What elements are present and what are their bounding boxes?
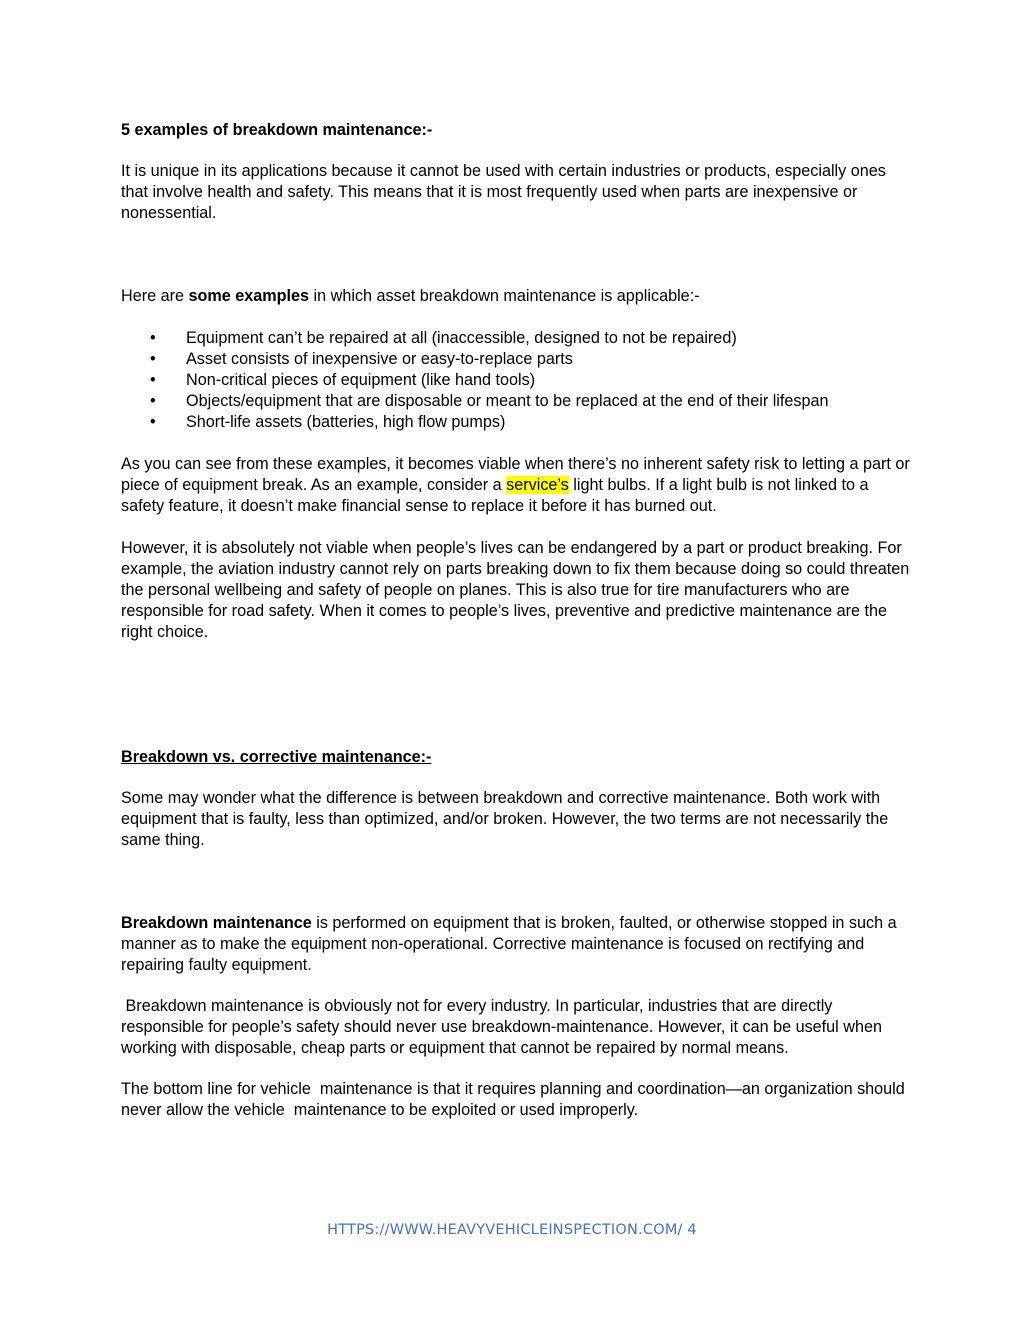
paragraph-industry-suitability: Breakdown maintenance is obviously not for every industry. In particular, industries that are directly responsible for people’s safety should never use breakdown-maintenance. However, it can be useful when working with disposable, cheap parts or equipment that cannot be repaired by normal means. — [121, 997, 887, 1057]
section-heading-examples: 5 examples of breakdown maintenance:- — [121, 121, 433, 139]
intro-prefix: Here are — [121, 287, 189, 305]
list-item-text: Objects/equipment that are disposable or meant to be replaced at the end of their lifespan — [186, 392, 829, 410]
bullet-icon: • — [150, 392, 156, 410]
paragraph-breakdown-definition — [121, 913, 911, 976]
bullet-icon: • — [150, 350, 156, 368]
paragraph-uniqueness: It is unique in its applications because it cannot be used with certain industries or products, especially ones that involve health and safety. This means that it is most frequently used when parts are inexpensive or nonessential. — [121, 162, 886, 222]
list-item — [121, 391, 911, 412]
breakdown-definition-text: is performed on equipment that is broken, faulted, or otherwise stopped in such a manner as to make the equipment non-operational. Corrective maintenance is focused on rectifying and repairing faulty equipment. — [121, 914, 897, 974]
paragraph-bottom-line: The bottom line for vehicle maintenance is that it requires planning and coordination—an organization should never allow the vehicle maintenance to be exploited or used improperly. — [121, 1080, 910, 1119]
page-footer-url: HTTPS://WWW.HEAVYVEHICLEINSPECTION.COM/ 4 — [327, 1222, 697, 1238]
list-item — [121, 328, 911, 349]
section-heading-breakdown-vs-corrective: Breakdown vs. corrective maintenance:- — [121, 748, 432, 766]
examples-bullet-list — [121, 328, 911, 433]
intro-suffix: in which asset breakdown maintenance is applicable:- — [309, 287, 700, 305]
bullet-icon: • — [150, 329, 156, 347]
intro-bold-phrase: some examples — [188, 287, 310, 305]
list-item — [121, 412, 911, 433]
bullet-icon: • — [150, 413, 156, 431]
bullet-icon: • — [150, 371, 156, 389]
list-item — [121, 349, 911, 370]
paragraph-not-viable: However, it is absolutely not viable when people’s lives can be endangered by a part or product breaking. For example, the aviation industry cannot rely on parts breaking down to fix them because doing so could threaten the personal wellbeing and safety of people on planes. This is also true for tire manufacturers who are responsible for road safety. When it comes to people’s lives, preventive and predictive maintenance are the right choice. — [121, 539, 910, 641]
list-item — [121, 370, 911, 391]
breakdown-maintenance-term: Breakdown maintenance — [121, 914, 312, 932]
list-item-text: Equipment can’t be repaired at all (inaccessible, designed to not be repaired) — [186, 329, 737, 347]
highlighted-word: service’s — [506, 476, 569, 494]
viability-text-before: As you can see from these examples, it becomes viable when there’s no inherent safety risk to letting a part or piece of equipment break. As an example, consider a — [121, 455, 910, 494]
viability-text-after: light bulbs. If a light bulb is not linked to a safety feature, it doesn’t make financial sense to replace it before it has burned out. — [121, 476, 869, 515]
paragraph-difference: Some may wonder what the difference is between breakdown and corrective maintenance. Both work with equipment that is faulty, less than optimized, and/or broken. However, the two terms are not necessarily the same thing. — [121, 789, 889, 849]
paragraph-viability — [121, 454, 911, 517]
document-page — [121, 120, 911, 1121]
list-item-text: Asset consists of inexpensive or easy-to-replace parts — [186, 350, 573, 368]
list-item-text: Non-critical pieces of equipment (like hand tools) — [186, 371, 536, 389]
list-item-text: Short-life assets (batteries, high flow pumps) — [186, 413, 506, 431]
paragraph-examples-intro — [121, 286, 911, 307]
